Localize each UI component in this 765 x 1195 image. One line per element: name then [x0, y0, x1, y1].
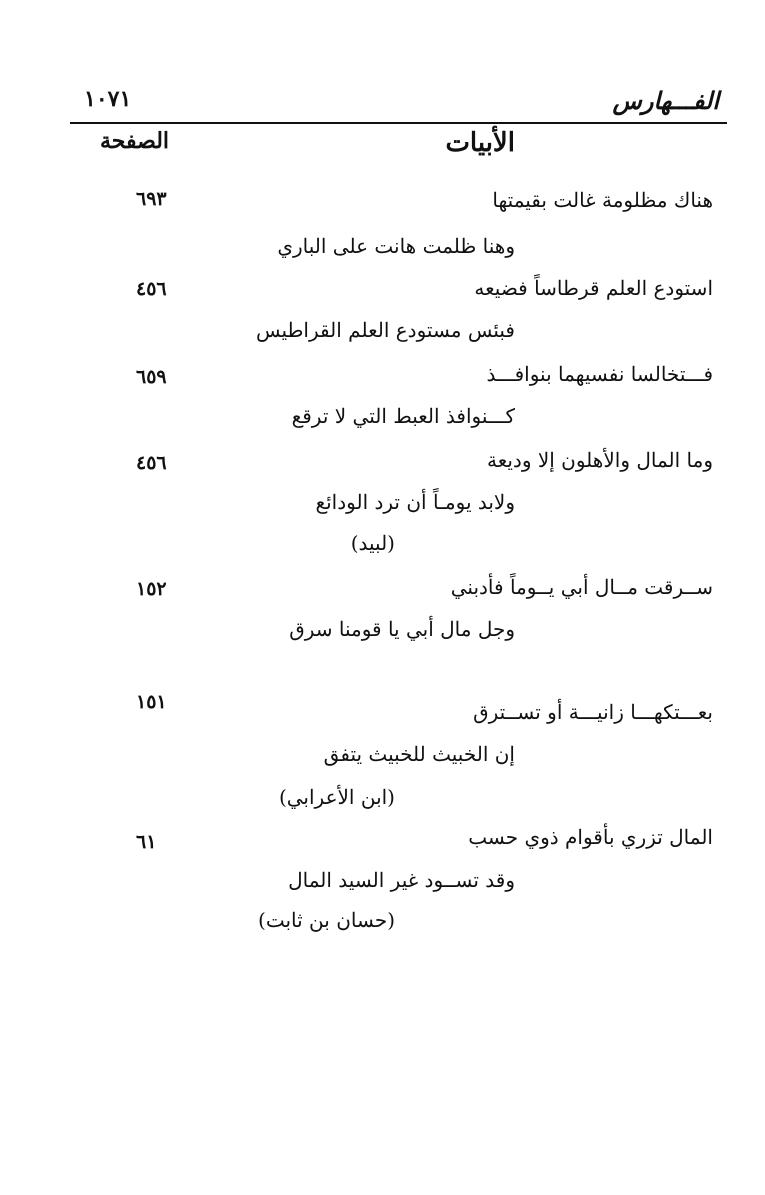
verse-first-hemistich: ســرقت مــال أبي يــوماً فأدبني: [450, 575, 713, 599]
verse-first-hemistich: وما المال والأهلون إلا وديعة: [486, 448, 713, 472]
verse-first-hemistich: المال تزري بأقوام ذوي حسب: [468, 825, 713, 849]
verse-page-ref: ١٥٢: [136, 578, 167, 600]
verse-second-hemistich: ولابد يومـاً أن ترد الودائع: [315, 490, 515, 514]
page-number: ١٠٧١: [84, 86, 132, 112]
verse-first-hemistich: هناك مظلومة غالت بقيمتها: [492, 188, 713, 212]
verse-page-ref: ٤٥٦: [136, 452, 167, 474]
verse-second-hemistich: وقد تســود غير السيد المال: [288, 868, 515, 892]
verse-page-ref: ٦١: [136, 831, 157, 853]
verse-first-hemistich: بعـــتكهـــا زانيـــة أو تســترق: [473, 700, 713, 724]
verse-second-hemistich: إن الخبيث للخبيث يتفق: [323, 742, 515, 766]
verse-second-hemistich: وهنا ظلمت هانت على الباري: [277, 234, 515, 258]
verse-first-hemistich: استودع العلم قرطاساً فضيعه: [474, 276, 713, 300]
verse-second-hemistich: وجل مال أبي يا قومنا سرق: [289, 617, 515, 641]
poet-attribution: (ابن الأعرابي): [278, 785, 395, 809]
section-title: الفـــهارس: [612, 86, 719, 115]
verse-second-hemistich: فبئس مستودع العلم القراطيس: [255, 318, 515, 342]
running-header: [70, 86, 727, 124]
page-column-heading: الصفحة: [100, 128, 170, 154]
verse-second-hemistich: كـــنوافذ العبط التي لا ترقع: [291, 404, 515, 428]
verse-page-ref: ٦٩٣: [136, 188, 167, 210]
verses-column-heading: الأبيات: [445, 128, 515, 158]
verse-page-ref: ٦٥٩: [136, 366, 167, 388]
verse-first-hemistich: فـــتخالسا نفسيهما بنوافـــذ: [486, 362, 713, 386]
poet-attribution: (لبيد): [350, 531, 395, 555]
verse-page-ref: ٤٥٦: [136, 278, 167, 300]
poet-attribution: (حسان بن ثابت): [258, 908, 395, 932]
verse-page-ref: ١٥١: [136, 691, 167, 713]
